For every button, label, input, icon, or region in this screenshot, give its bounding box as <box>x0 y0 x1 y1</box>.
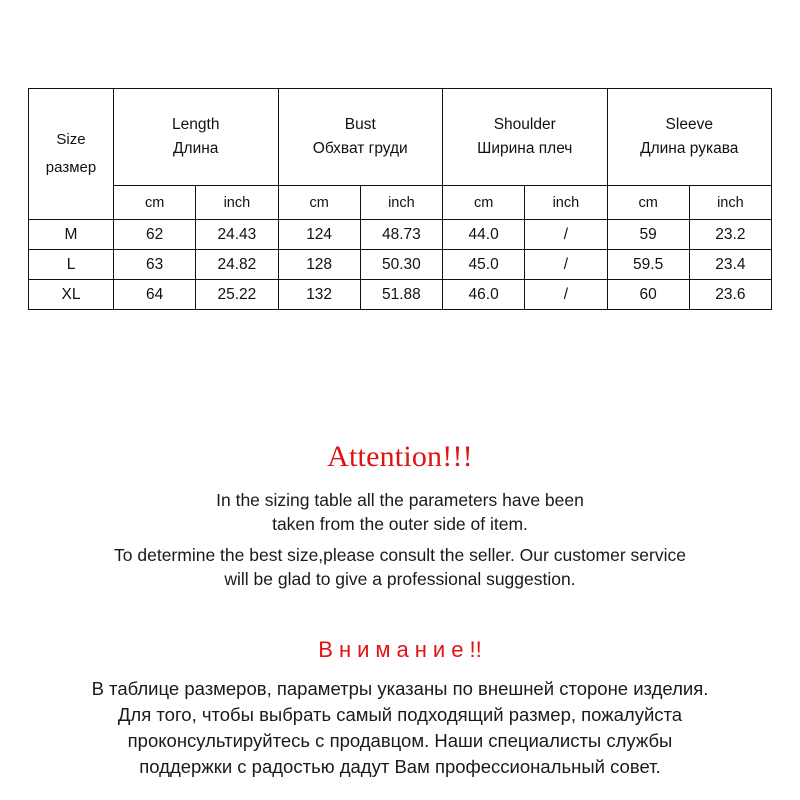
cell-length-inch: 25.22 <box>196 280 278 310</box>
cell-length-cm: 62 <box>114 220 196 250</box>
cell-bust-cm: 124 <box>278 220 360 250</box>
cell-length-cm: 63 <box>114 250 196 280</box>
notice-paragraph-ru <box>0 676 800 781</box>
notice-en-line-2: taken from the outer side of item. <box>272 513 528 534</box>
cell-bust-inch: 48.73 <box>360 220 442 250</box>
header-unit-length-inch: inch <box>196 186 278 220</box>
header-group-bust <box>278 89 443 186</box>
cell-bust-inch: 50.30 <box>360 250 442 280</box>
cell-sleeve-cm: 59 <box>607 220 689 250</box>
table-row <box>29 250 772 280</box>
attention-heading-ru-bangs: !! <box>469 636 482 662</box>
header-group-length-ru: Длина <box>173 140 219 157</box>
notice-en-line-1: In the sizing table all the parameters have been <box>216 490 584 510</box>
cell-sleeve-inch: 23.6 <box>689 280 771 310</box>
header-group-sleeve <box>607 89 772 186</box>
cell-shoulder-cm: 45.0 <box>443 250 525 280</box>
header-group-bust-en: Bust <box>344 115 376 133</box>
cell-bust-inch: 51.88 <box>360 280 442 310</box>
cell-shoulder-cm: 46.0 <box>443 280 525 310</box>
table-row <box>29 280 772 310</box>
header-size-cell <box>29 89 114 220</box>
header-unit-sleeve-cm: cm <box>607 186 689 220</box>
row-size-label: M <box>29 220 114 250</box>
notice-ru-line-2: Для того, чтобы выбрать самый подходящий размер, пожалуйста <box>117 703 683 725</box>
cell-sleeve-cm: 59.5 <box>607 250 689 280</box>
attention-heading-ru-word: Внимание <box>318 636 470 662</box>
header-unit-shoulder-cm: cm <box>443 186 525 220</box>
cell-length-cm: 64 <box>114 280 196 310</box>
cell-shoulder-inch: / <box>525 280 607 310</box>
header-group-shoulder-en: Shoulder <box>493 115 556 133</box>
notice-ru-line-1: В таблице размеров, параметры указаны по внешней стороне изделия. <box>91 677 709 699</box>
notice-block <box>0 440 800 781</box>
table-header-row-units <box>29 186 772 220</box>
cell-sleeve-cm: 60 <box>607 280 689 310</box>
attention-heading-en: Attention!!! <box>327 440 473 473</box>
header-unit-bust-cm: cm <box>278 186 360 220</box>
notice-en-line-3: To determine the best size,please consult the seller. Our customer service <box>114 545 686 566</box>
notice-ru-line-3: проконсультируйтесь с продавцом. Наши специалисты службы <box>127 730 673 752</box>
notice-paragraph-en <box>0 489 800 592</box>
header-group-shoulder-ru: Ширина плеч <box>477 140 573 157</box>
table-row <box>29 220 772 250</box>
size-table-container <box>28 88 772 310</box>
table-header-row-groups <box>29 89 772 186</box>
notice-en-line-4: will be glad to give a professional suggestion. <box>224 568 576 589</box>
cell-sleeve-inch: 23.4 <box>689 250 771 280</box>
header-unit-sleeve-inch: inch <box>689 186 771 220</box>
cell-shoulder-inch: / <box>525 250 607 280</box>
cell-length-inch: 24.82 <box>196 250 278 280</box>
header-group-bust-ru: Обхват груди <box>312 140 408 157</box>
cell-length-inch: 24.43 <box>196 220 278 250</box>
cell-bust-cm: 132 <box>278 280 360 310</box>
header-group-sleeve-en: Sleeve <box>665 115 713 133</box>
size-table <box>28 88 772 310</box>
row-size-label: L <box>29 250 114 280</box>
cell-shoulder-inch: / <box>525 220 607 250</box>
cell-sleeve-inch: 23.2 <box>689 220 771 250</box>
header-size-en: Size <box>56 130 86 148</box>
notice-ru-line-4: поддержки с радостью дадут Вам профессиональный совет. <box>139 756 661 778</box>
header-unit-length-cm: cm <box>114 186 196 220</box>
header-size-ru: размер <box>45 159 97 176</box>
cell-shoulder-cm: 44.0 <box>443 220 525 250</box>
header-group-sleeve-ru: Длина рукава <box>640 140 739 157</box>
header-unit-shoulder-inch: inch <box>525 186 607 220</box>
header-group-shoulder <box>443 89 608 186</box>
cell-bust-cm: 128 <box>278 250 360 280</box>
header-group-length <box>114 89 279 186</box>
header-unit-bust-inch: inch <box>360 186 442 220</box>
header-group-length-en: Length <box>172 115 220 133</box>
attention-heading-ru <box>0 638 800 662</box>
row-size-label: XL <box>29 280 114 310</box>
